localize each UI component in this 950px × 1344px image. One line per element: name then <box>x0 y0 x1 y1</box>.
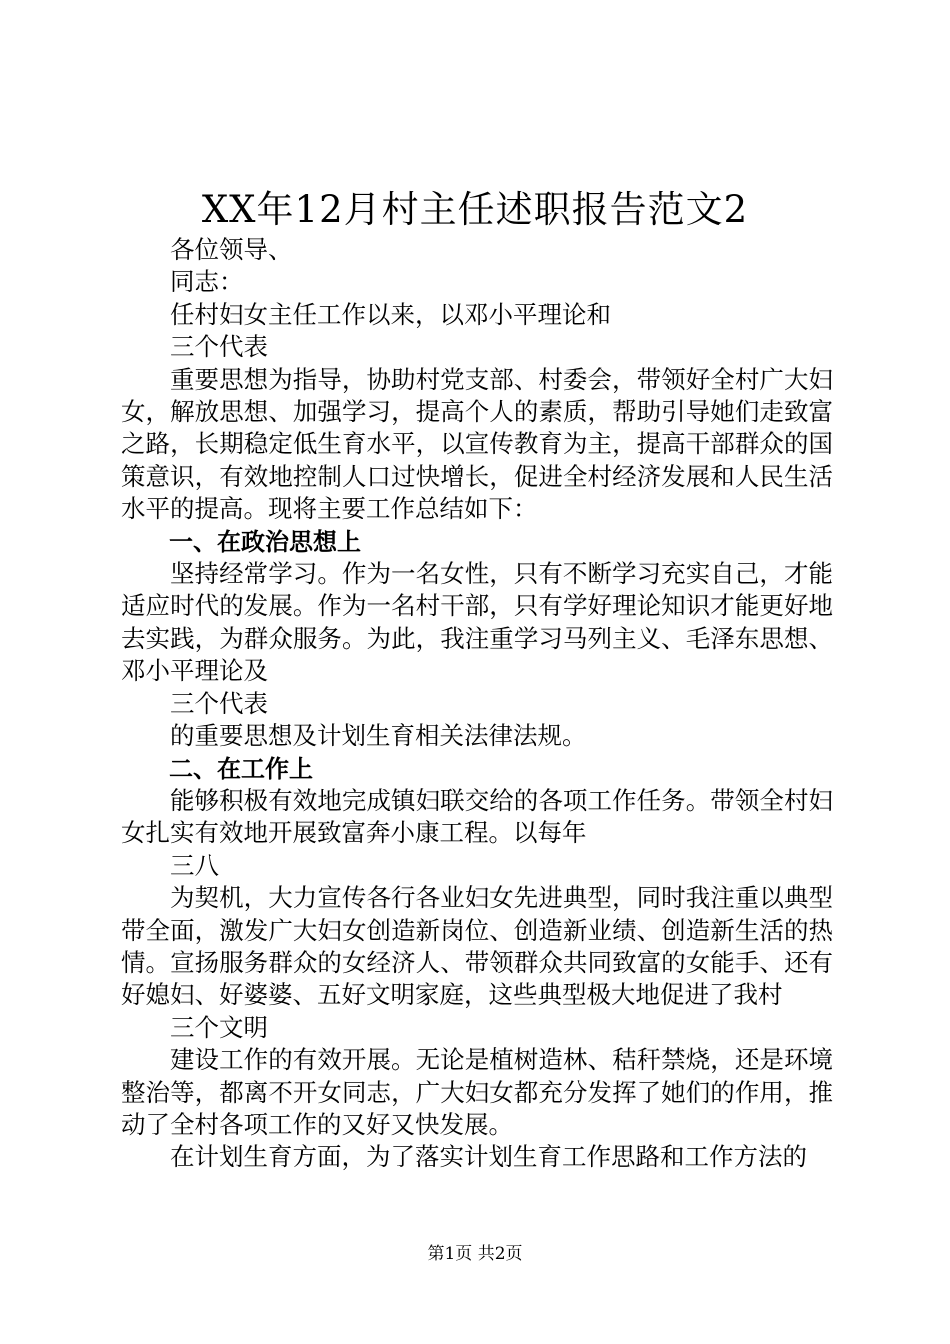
paragraph: 的重要思想及计划生育相关法律法规。 <box>170 721 587 751</box>
section-heading: 一、在政治思想上 <box>169 527 361 556</box>
section-heading: 二、在工作上 <box>169 754 313 783</box>
document-title: XX年12月村主任述职报告范文2 <box>201 188 749 231</box>
paragraph: 各位领导、 <box>170 235 293 264</box>
paragraph: 三个代表 <box>170 332 268 362</box>
paragraph: 任村妇女主任工作以来，以邓小平理论和 <box>170 299 611 329</box>
paragraph: 三个代表 <box>170 688 268 718</box>
paragraph: 坚持经常学习。作为一名女性，只有不断学习充实自己，才能适应时代的发展。作为一名村干部，只有学好理论知识才能更好地去实践，为群众服务。为此，我注重学习马列主义、毛泽东思想、邓小平理论及 <box>121 559 833 686</box>
paragraph: 建设工作的有效开展。无论是植树造林、秸秆禁烧，还是环境整治等，都离不开女同志，广大妇女都充分发挥了她们的作用，推动了全村各项工作的又好又快发展。 <box>121 1045 833 1139</box>
paragraph: 三八 <box>170 850 219 880</box>
paragraph: 能够积极有效地完成镇妇联交给的各项工作任务。带领全村妇女扎实有效地开展致富奔小康工程。以每年 <box>121 785 833 848</box>
paragraph: 在计划生育方面，为了落实计划生育工作思路和工作方法的 <box>170 1142 807 1172</box>
paragraph: 为契机，大力宣传各行各业妇女先进典型，同时我注重以典型带全面，激发广大妇女创造新岗位、创造新业绩、创造新生活的热情。宣扬服务群众的女经济人、带领群众共同致富的女能手、还有好媳妇、好婆婆、五好文明家庭，这些典型极大地促进了我村 <box>121 883 833 1010</box>
paragraph: 同志： <box>170 267 244 297</box>
paragraph: 三个文明 <box>170 1012 268 1042</box>
paragraph: 重要思想为指导，协助村党支部、村委会，带领好全村广大妇女，解放思想、加强学习，提高个人的素质，帮助引导她们走致富之路，长期稳定低生育水平，以宣传教育为主，提高干部群众的国策意识，有效地控制人口过快增长，促进全村经济发展和人民生活水平的提高。现将主要工作总结如下： <box>121 364 833 524</box>
document-body <box>121 234 833 1174</box>
page-footer: 第1页 共2页 <box>427 1244 523 1264</box>
